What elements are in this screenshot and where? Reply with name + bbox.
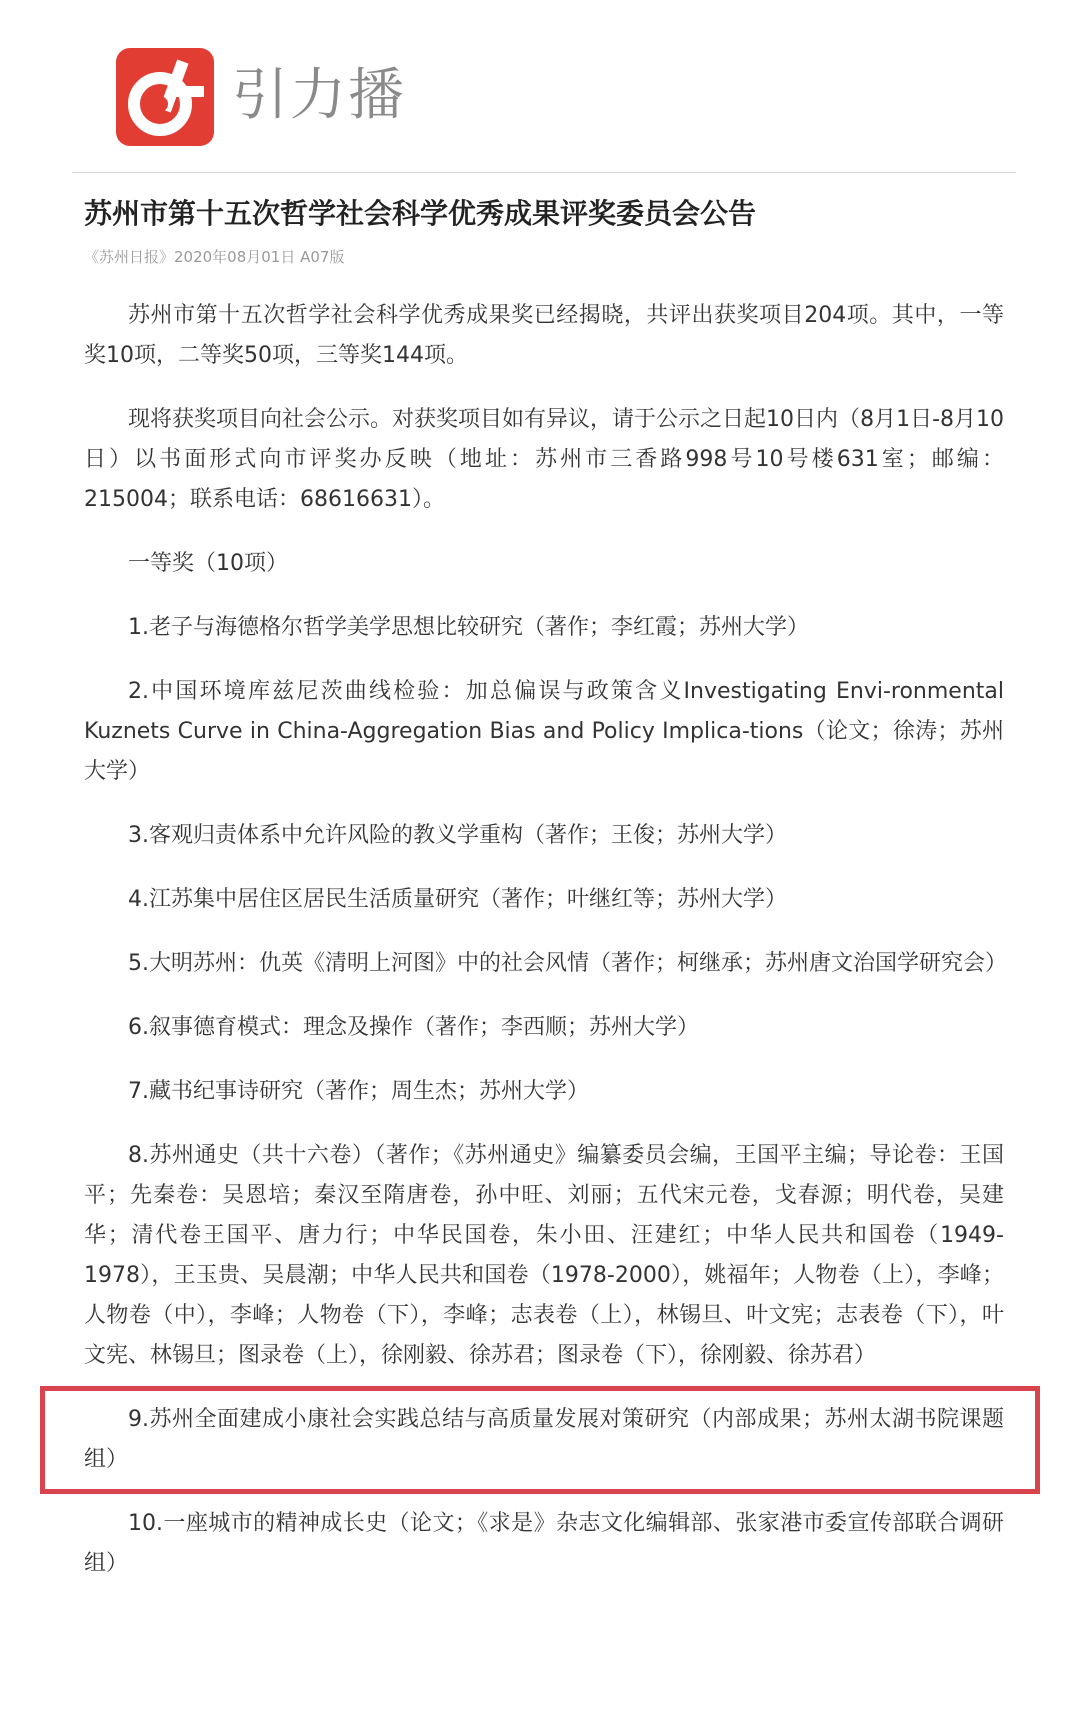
section-heading-first-prize: 一等奖（10项） <box>128 551 288 576</box>
award-item-8: 8.苏州通史（共十六卷）（著作；《苏州通史》编纂委员会编，王国平主编；导论卷：王国平；先秦卷：吴恩培；秦汉至隋唐卷，孙中旺、刘丽；五代宋元卷，戈春源；明代卷，吴建华；清代卷王国平、唐力行；中华民国卷，朱小田、汪建红；中华人民共和国卷（1949-1978），王玉贵、吴晨潮；中华人民共和国卷（1978-2000），姚福年；人物卷（上），李峰；人物卷（中），李峰；人物卷（下），李峰；志表卷（上），林锡旦、叶文宪；志表卷（下），叶文宪、林锡旦；图录卷（上），徐刚毅、徐苏君；图录卷（下），徐刚毅、徐苏君） <box>84 1143 1004 1368</box>
logo-text: 引力播 <box>232 63 406 128</box>
award-item-3: 3.客观归责体系中允许风险的教义学重构（著作；王俊；苏州大学） <box>128 823 787 848</box>
highlighted-award <box>84 1400 1004 1480</box>
article <box>84 172 1007 1584</box>
award-item-9: 9.苏州全面建成小康社会实践总结与高质量发展对策研究（内部成果；苏州太湖书院课题组） <box>84 1407 1004 1472</box>
paragraph-notice: 现将获奖项目向社会公示。对获奖项目如有异议，请于公示之日起10日内（8月1日-8月10日）以书面形式向市评奖办反映（地址：苏州市三香路998号10号楼631室；邮编：215004；联系电话：68616631）。 <box>84 407 1004 512</box>
site-header <box>72 0 1016 173</box>
article-title: 苏州市第十五次哲学社会科学优秀成果评奖委员会公告 <box>84 197 757 230</box>
award-item-2: 2.中国环境库兹尼茨曲线检验：加总偏误与政策含义Investigating Envi-ronmental Kuznets Curve in China-Aggregation Bias and Policy Implica-tions（论文；徐涛；苏州大学） <box>84 679 1004 784</box>
award-item-10: 10.一座城市的精神成长史（论文；《求是》杂志文化编辑部、张家港市委宣传部联合调研组） <box>84 1511 1004 1576</box>
award-item-7: 7.藏书纪事诗研究（著作；周生杰；苏州大学） <box>128 1079 589 1104</box>
award-item-4: 4.江苏集中居住区居民生活质量研究（著作；叶继红等；苏州大学） <box>128 887 787 912</box>
paragraph-intro: 苏州市第十五次哲学社会科学优秀成果奖已经揭晓，共评出获奖项目204项。其中，一等奖10项，二等奖50项，三等奖144项。 <box>84 303 1004 368</box>
award-item-5: 5.大明苏州：仇英《清明上河图》中的社会风情（著作；柯继承；苏州唐文治国学研究会） <box>128 951 1007 976</box>
award-item-1: 1.老子与海德格尔哲学美学思想比较研究（著作；李红霞；苏州大学） <box>128 615 809 640</box>
article-meta: 《苏州日报》2020年08月01日 A07版 <box>84 248 345 266</box>
yinlibo-logo-icon[interactable] <box>116 48 214 146</box>
award-item-6: 6.叙事德育模式：理念及操作（著作；李西顺；苏州大学） <box>128 1015 699 1040</box>
highlight-frame <box>40 1386 1040 1494</box>
